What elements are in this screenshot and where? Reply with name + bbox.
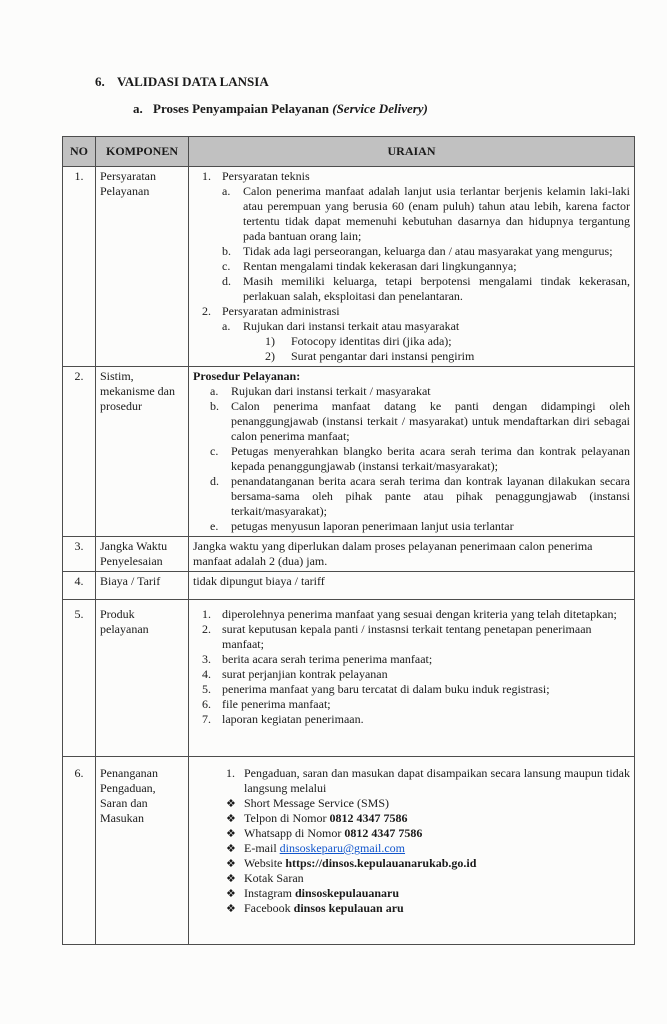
uraian-block [226,811,630,826]
uraian-text [244,811,630,826]
uraian-block [202,607,630,622]
heading-number: 6. [95,74,105,89]
text-segment: tidak dipungut biaya / tariff [193,574,325,588]
uraian-text [222,169,630,184]
uraian-block [210,474,630,519]
diamond-bullet-icon: ❖ [226,842,236,855]
cell-uraian [189,600,635,757]
text-segment: Telpon di Nomor [244,811,330,825]
text-segment: Kotak Saran [244,871,304,885]
list-marker: c. [222,259,231,273]
uraian-text [193,539,630,569]
text-segment: Facebook [244,901,294,915]
uraian-text [244,796,630,811]
text-segment: Short Message Service (SMS) [244,796,389,810]
uraian-text [222,667,630,682]
uraian-block [202,169,630,184]
cell-no: 4. [63,572,96,600]
list-marker: 1. [202,607,211,621]
text-segment: laporan kegiatan penerimaan. [222,712,364,726]
column-header-no: NO [63,137,96,167]
uraian-text [222,682,630,697]
diamond-bullet-icon: ❖ [226,887,236,900]
uraian-text [222,304,630,319]
text-segment: Prosedur Pelayanan: [193,369,301,383]
uraian-block [193,574,630,589]
table-row [63,537,635,572]
uraian-block [202,667,630,682]
cell-komponen: Jangka Waktu Penyelesaian [96,537,189,572]
uraian-block [222,184,630,244]
uraian-block [222,274,630,304]
list-marker: b. [222,244,231,258]
text-segment: Whatsapp di Nomor [244,826,345,840]
list-marker: a. [210,384,219,398]
text-segment: Calon penerima manfaat adalah lanjut usia terlantar berjenis kelamin laki-laki atau perempuan yang berusia 60 (enam puluh) tahun atau lebih, karena factor tertentu tidak dapat memenuhi kebutuhan dasarnya dan hidupnya tergantung pada bantuan orang lain; [243,184,630,243]
text-segment: Masih memiliki keluarga, tetapi berpotensi mengalami tindak kekerasan, perlakuan salah, eksploitasi dan penelantaran. [243,274,630,303]
text-segment: https://dinsos.kepulauanarukab.go.id [285,856,477,870]
text-segment: Rentan mengalami tindak kekerasan dari lingkungannya; [243,259,517,273]
subheading-letter: a. [133,101,143,116]
uraian-block [226,886,630,901]
list-marker: 2. [202,304,211,318]
text-segment: Tidak ada lagi perseorangan, keluarga dan / atau masyarakat yang mengurus; [243,244,613,258]
text-segment: E-mail [244,841,280,855]
table-body [63,167,635,945]
list-marker: d. [210,474,219,488]
uraian-block [226,841,630,856]
list-marker: 1. [202,169,211,183]
text-segment: dinsos kepulauan aru [293,901,404,915]
text-segment: penerima manfaat yang baru tercatat di dalam buku induk registrasi; [222,682,550,696]
email-link[interactable]: dinsoskeparu@gmail.com [279,841,406,855]
uraian-block [226,856,630,871]
list-marker: 1) [265,334,275,348]
cell-uraian [189,167,635,367]
uraian-block [226,871,630,886]
list-marker: 1. [226,766,235,780]
cell-uraian [189,537,635,572]
text-segment: 0812 4347 7586 [329,811,408,825]
text-segment: Petugas menyerahkan blangko berita acara serah terima dan kontrak pelayanan kepada penanggungjawab (instansi terkait/masyarakat); [231,444,630,473]
uraian-block [222,259,630,274]
uraian-block [265,334,630,349]
text-segment: Instagram [244,886,295,900]
uraian-block [265,349,630,364]
uraian-block [226,901,630,916]
uraian-block [222,319,630,334]
text-segment: berita acara serah terima penerima manfaat; [222,652,433,666]
subheading-title: Proses Penyampaian Pelayanan [153,101,333,116]
text-segment: Rujukan dari instansi terkait atau masyarakat [243,319,460,333]
uraian-text [244,901,630,916]
text-segment: Calon penerima manfaat datang ke panti dengan didampingi oleh penanggungjawab (instansi terkait / masyarakat) untuk mendaftarkan diri sebagai calon penerima manfaat; [231,399,630,443]
list-marker: d. [222,274,231,288]
uraian-text [244,886,630,901]
uraian-text [222,712,630,727]
text-segment: dinsoskepulauanaru [294,886,400,900]
list-marker: 7. [202,712,211,726]
cell-uraian [189,572,635,600]
uraian-text [243,184,630,244]
service-delivery-table [62,136,635,945]
text-segment: surat keputusan kepala panti / instasnsi terkait tentang penetapan penerimaan manfaat; [222,622,592,651]
uraian-block [210,399,630,444]
section-heading [95,74,667,90]
list-marker: 2. [202,622,211,636]
uraian-text [243,244,630,259]
cell-komponen: Persyaratan Pelayanan [96,167,189,367]
column-header-komponen: KOMPONEN [96,137,189,167]
uraian-block [202,304,630,319]
uraian-text [291,334,630,349]
uraian-block [226,826,630,841]
cell-no: 6. [63,757,96,945]
table-row [63,167,635,367]
uraian-text [222,652,630,667]
text-segment: Pengaduan, saran dan masukan dapat disampaikan secara lansung maupun tidak langsung melalui [244,766,630,795]
uraian-text [231,384,630,399]
list-marker: 3. [202,652,211,666]
list-marker: 5. [202,682,211,696]
text-segment: Jangka waktu yang diperlukan dalam proses pelayanan penerimaan calon penerima manfaat adalah 2 (dua) jam. [193,539,593,568]
cell-komponen: Biaya / Tarif [96,572,189,600]
list-marker: a. [222,319,231,333]
cell-no: 5. [63,600,96,757]
uraian-text [222,697,630,712]
uraian-block [193,539,630,569]
cell-uraian [189,757,635,945]
uraian-block [222,244,630,259]
table-header-row [63,137,635,167]
diamond-bullet-icon: ❖ [226,827,236,840]
uraian-text [244,871,630,886]
text-segment: Rujukan dari instansi terkait / masyarakat [231,384,431,398]
table-row [63,572,635,600]
uraian-block [202,712,630,727]
cell-no: 1. [63,167,96,367]
diamond-bullet-icon: ❖ [226,857,236,870]
uraian-text [291,349,630,364]
sub-heading [133,101,667,117]
uraian-text [243,274,630,304]
uraian-text [244,826,630,841]
uraian-block [226,766,630,796]
cell-no: 3. [63,537,96,572]
uraian-text [193,369,630,384]
text-segment: Persyaratan administrasi [222,304,340,318]
cell-uraian [189,367,635,537]
uraian-text [193,574,630,589]
text-segment: diperolehnya penerima manfaat yang sesuai dengan kriteria yang telah ditetapkan; [222,607,617,621]
uraian-block [210,444,630,474]
cell-komponen: Penanganan Pengaduan, Saran dan Masukan [96,757,189,945]
uraian-block [210,519,630,534]
column-header-uraian: URAIAN [189,137,635,167]
uraian-text [231,444,630,474]
text-segment: Surat pengantar dari instansi pengirim [291,349,475,363]
uraian-block [193,369,630,384]
uraian-block [202,622,630,652]
uraian-text [244,766,630,796]
text-segment: Website [244,856,286,870]
uraian-text [244,841,630,856]
list-marker: c. [210,444,219,458]
list-marker: 6. [202,697,211,711]
uraian-block [210,384,630,399]
uraian-text [243,319,630,334]
text-segment: 0812 4347 7586 [344,826,423,840]
cell-no: 2. [63,367,96,537]
text-segment: Persyaratan teknis [222,169,310,183]
text-segment: Fotocopy identitas diri (jika ada); [291,334,452,348]
uraian-text [231,399,630,444]
cell-komponen: Sistim, mekanisme dan prosedur [96,367,189,537]
text-segment: surat perjanjian kontrak pelayanan [222,667,388,681]
list-marker: 2) [265,349,275,363]
uraian-block [226,796,630,811]
uraian-text [222,622,630,652]
uraian-text [231,519,630,534]
text-segment: penandatanganan berita acara serah terima dan kontrak layanan dilakukan secara bersama-sama oleh pihak pante atau pihak penaggungjawab (instansi terkait/masyarakat); [231,474,630,518]
subheading-italic: (Service Delivery) [332,101,428,116]
list-marker: b. [210,399,219,413]
uraian-block [202,652,630,667]
uraian-text [222,607,630,622]
list-marker: e. [210,519,219,533]
diamond-bullet-icon: ❖ [226,902,236,915]
uraian-text [243,259,630,274]
uraian-block [202,682,630,697]
heading-title: VALIDASI DATA LANSIA [117,74,269,89]
uraian-text [231,474,630,519]
subheading-text [153,101,428,117]
uraian-block [202,697,630,712]
list-marker: 4. [202,667,211,681]
table-row [63,600,635,757]
list-marker: a. [222,184,231,198]
table-row [63,757,635,945]
text-segment: petugas menyusun laporan penerimaan lanjut usia terlantar [231,519,514,533]
diamond-bullet-icon: ❖ [226,812,236,825]
diamond-bullet-icon: ❖ [226,872,236,885]
diamond-bullet-icon: ❖ [226,797,236,810]
table-row [63,367,635,537]
cell-komponen: Produk pelayanan [96,600,189,757]
text-segment: file penerima manfaat; [222,697,331,711]
uraian-text [244,856,630,871]
